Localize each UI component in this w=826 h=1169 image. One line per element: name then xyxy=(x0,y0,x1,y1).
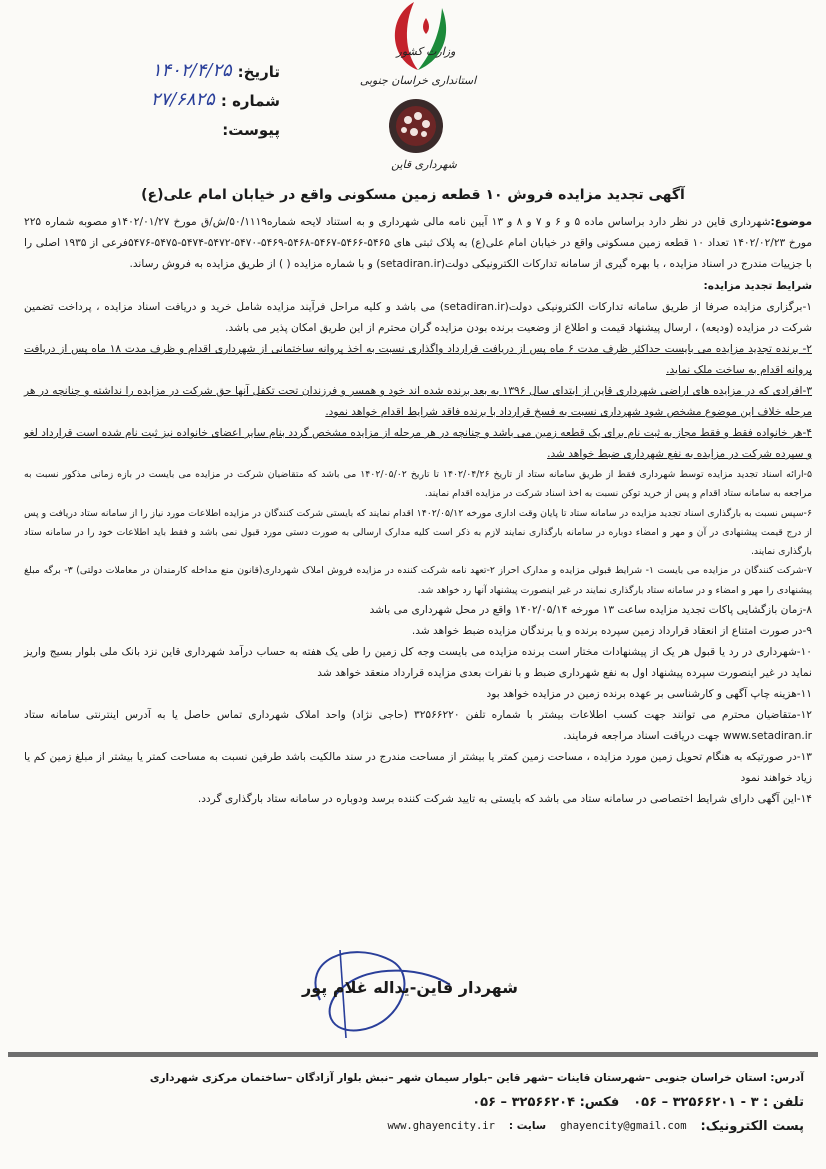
condition-item: ۹-در صورت امتناع از انعقاد قرارداد زمین سپرده برنده و یا برندگان مزایده ضبط خواهد شد. xyxy=(411,625,812,638)
letterhead-footer xyxy=(14,1066,804,1138)
footer-email-label: پست الکترونیک: xyxy=(700,1118,804,1134)
date-value: ۱۴۰۲/۴/۲۵ xyxy=(151,60,232,81)
logo-ministry-line1: وزارت کشور xyxy=(396,45,456,58)
mayor-signature: شهردار قاین-یداله غلام پور xyxy=(302,978,518,997)
logo-ministry-line2: استانداری خراسان جنوبی xyxy=(359,74,477,87)
notice-body xyxy=(24,212,812,810)
condition-item: ۲- برنده تجدید مزایده می بایست حداکثر ظرف مدت ۶ ماه پس از دریافت قرارداد واگذاری نسبت به اخذ پروانه ساختمانی از شهرداری اقدام و ظرف مدت ۱۸ ماه پس از دریافت پروانه اقدام به ساخت ملک نماید. xyxy=(24,343,812,376)
number-label: شماره : xyxy=(220,92,280,110)
subject-paragraph xyxy=(24,212,812,275)
footer-site-link[interactable]: www.ghayencity.ir xyxy=(387,1120,495,1132)
footer-address: آدرس: استان خراسان جنوبی –شهرستان قاینات –شهر قاین –بلوار سیمان شهر –نبش بلوار آزادگان –ساختمان مرکزی شهرداری xyxy=(149,1072,804,1084)
condition-item: ۱-برگزاری مزایده صرفا از طریق سامانه تدارکات الکترونیکی دولت(setadiran.ir) می باشد و کلیه مراحل فرآیند مزایده شامل خرید و دریافت اسناد مزایده ، پرداخت تضمین شرکت در مزایده (ودیعه) ، ارسال پیشنهاد قیمت و اطلاع از وضعیت برنده بودن مزایده گران محترم از این طریق امکان پذیر می باشد. xyxy=(24,301,812,334)
letter-meta xyxy=(120,52,280,139)
condition-item: ۶-سپس نسبت به بارگذاری اسناد تجدید مزایده در سامانه ستاد تا پایان وقت اداری مورخه ۱۴۰۲/۰۵/۱۲ اقدام نمایند که بایستی شرکت کنندگان در مزایده اطلاعات مورد نیاز را از سامانه ستاد دریافت و پس از درج قیمت پیشنهادی در آن و مهر و امضاء دوباره در سامانه بارگذاری نمایند لازم به ذکر است کلیه مدارک ارسالی به صورت دستی مورد قبول نمی باشد و فقط باید اطلاعات خود را در سامانه ستاد بارگذاری نمایند. xyxy=(24,507,812,558)
condition-item: ۱۳-در صورتیکه به هنگام تحویل زمین مورد مزایده ، مساحت زمین کمتر یا بیشتر از مساحت مندرج در سند مالکیت باشد طرفین نسبت به مساحت کمتر یا بیشتر از مبلغ زمین کم یا زیاد خواهند نمود xyxy=(24,751,812,785)
attachment-label: پیوست: xyxy=(222,121,280,139)
footer-divider xyxy=(8,1052,818,1057)
notice-title: آگهی تجدید مزایده فروش ۱۰ قطعه زمین مسکونی واقع در خیابان امام علی(ع) xyxy=(141,187,685,203)
condition-item: ۱۴-این آگهی دارای شرایط اختصاصی در سامانه ستاد می باشد که بایستی به تایید شرکت کننده برسد ودوباره در سامانه ستاد بارگذاری گردد. xyxy=(197,793,812,806)
conditions-heading: شرایط تجدید مزایده: xyxy=(703,280,812,292)
emblem-icon xyxy=(389,99,443,153)
footer-site-label: سایت : xyxy=(508,1120,547,1132)
date-row xyxy=(120,52,280,81)
condition-item: ۱۱-هزینه چاپ آگهی و کارشناسی بر عهده برنده زمین در مزایده خواهد بود xyxy=(486,688,812,701)
footer-phone-row xyxy=(14,1090,804,1114)
condition-item: ۱۲-متقاضیان محترم می توانند جهت کسب اطلاعات بیشتر با شماره تلفن ۳۲۵۶۶۲۲۰ (حاجی نژاد) واحد املاک شهرداری تماس حاصل یا به آدرس اینترنتی سامانه ستاد www.setadiran.ir جهت دریافت اسناد مراجعه فرمایند. xyxy=(24,709,812,743)
footer-email-link[interactable]: ghayencity@gmail.com xyxy=(560,1120,687,1132)
number-row xyxy=(120,81,280,110)
subject-text: شهرداری قاین در نظر دارد براساس ماده ۵ و ۶ و ۷ و ۸ و ۱۳ آیین نامه مالی شهرداری و به استناد لایحه شماره۵۰/۱۱۱۹/ش/ق مورخ ۱۴۰۲/۰۱/۲۷و مصوبه شماره ۲۲۵ مورخ ۱۴۰۲/۰۲/۲۳ تعداد ۱۰ قطعه زمین مسکونی واقع در خیابان امام علی(ع) به پلاک ثبتی های ۵۴۶۵-۵۴۶۶-۵۴۶۷-۵۴۶۸-۵۴۶۹-۵۴۷۰-۵۴۷۲-۵۴۷۴-۵۴۷۵-۵۴۷۶فرعی از ۱۹۳۵ اصلی را با جزییات مندرج در اسناد مزایده ، با بهره گیری از سامانه تدارکات الکترونیکی دولت(setadiran.ir) و با شماره مزایده ( ) از طریق مزایده به فروش رساند. xyxy=(24,216,812,270)
footer-fax: فکس: ۳۲۵۶۶۲۰۴ – ۰۵۶ xyxy=(472,1094,620,1110)
condition-item: ۵-ارائه اسناد تجدید مزایده توسط شهرداری فقط از طریق سامانه ستاد از تاریخ ۱۴۰۲/۰۴/۲۶ تا تاریخ ۱۴۰۲/۰۵/۰۲ می باشد که متقاضیان شرکت در مزایده می بایست در بازه زمانی مذکور نسبت به مراجعه به سامانه ستاد اقدام و پس از خرید توکن نسبت به اخذ اسناد شرکت در مزایده اقدام نمایند. xyxy=(24,469,812,500)
date-label: تاریخ: xyxy=(237,63,280,81)
footer-contact-row xyxy=(14,1114,804,1138)
subject-label: موضوع: xyxy=(770,216,813,228)
condition-item: ۴-هر خانواده فقط و فقط مجاز به ثبت نام برای یک قطعه زمین می باشد و چنانچه در هر مرحله از مزایده مشخص گردد بنام سایر اعضای خانواده نیز ثبت نام شده است قرارداد لغو و سپرده شرکت در مزایده به نفع شهرداری ضبط خواهد شد. xyxy=(24,427,812,460)
attachment-row xyxy=(120,110,280,139)
municipality-logo xyxy=(356,0,496,175)
logo-municipality: شهرداری قاین xyxy=(391,158,457,171)
condition-item: ۸-زمان بازگشایی پاکات تجدید مزایده ساعت ۱۳ مورخه ۱۴۰۲/۰۵/۱۴ واقع در محل شهرداری می باشد xyxy=(369,604,812,617)
footer-phone: تلفن : ۳ - ۳۲۵۶۶۲۰۱ – ۰۵۶ xyxy=(633,1094,804,1110)
condition-item: ۳-افرادی که در مزایده های اراضی شهرداری قاین از ابتدای سال ۱۳۹۶ به بعد برنده شده اند خود و همسر و فرزندان تحت تکفل آنها حق شرکت در مزایده را نداشته و چنانچه در هر مرحله خلاف این موضوع مشخص شود شهرداری نسبت به فسخ قرارداد با برنده فاقد شرایط اقدام خواهد نمود. xyxy=(24,385,813,418)
number-value: ۲۷/۶۸۲۵ xyxy=(150,89,215,110)
condition-item: ۱۰-شهرداری در رد یا قبول هر یک از پیشنهادات مختار است برنده مزایده می بایست وجه کل زمین را طی یک هفته به حساب درآمد شهرداری قاین نزد بانک ملی بلوار بسیج واریز نماید در غیر اینصورت سپرده پیشنهاد اول به نفع شهرداری ضبط و با نفرات بعدی مزایده قرارداد منعقد خواهد شد xyxy=(24,646,812,680)
footer-address-row xyxy=(14,1066,804,1090)
condition-item: ۷-شرکت کنندگان در مزایده می بایست ۱- شرایط قبولی مزایده و مدارک احراز ۲-تعهد نامه شرکت کننده در مزایده فروش املاک شهرداری(قانون منع مداخله کارمندان در معاملات دولتی) ۳- برگه مبلغ پیشنهادی را مهر و امضاء و در سامانه ستاد بارگذاری نمایند در غیر اینصورت پیشنهاد آنها رد خواهد شد. xyxy=(24,565,812,596)
